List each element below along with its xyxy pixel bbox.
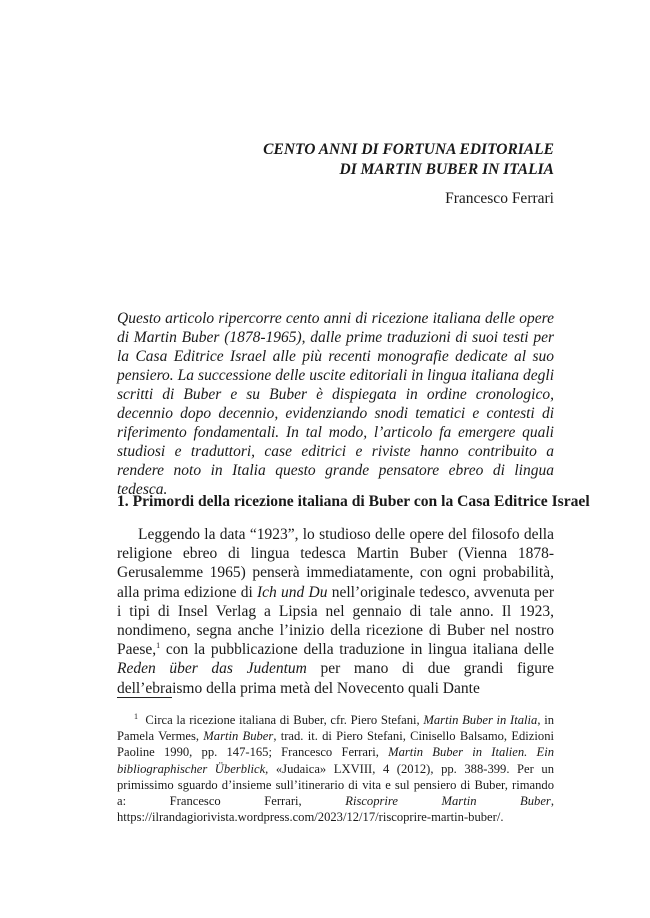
abstract: Questo articolo ripercorre cento anni di ricezione italiana delle opere di Martin Buber (1878-1965), dalle prime traduzioni di suoi testi per la Casa Editrice Israel alle più recenti monografie dedicate al suo pensiero. La successione delle uscite editoriali in lingua italiana degli scritti di Buber e su Buber è dispiegata in ordine cronologico, decennio dopo decennio, evidenziando snodi tematici e contesti di riferimento fondamentali. In tal modo, l’articolo fa emergere quali studiosi e traduttori, case editrici e riviste hanno contribuito a rendere noto in Italia questo grande pensatore ebreo di lingua tedesca. <box>117 310 554 498</box>
title-line-1: CENTO ANNI DI FORTUNA EDITORIALE <box>263 141 554 158</box>
footnote-text-run: , «Judaica» LXVIII, 4 (2012), pp. 388-399. Per un primissimo sguardo d’insieme sull’itinerario di vita e sul pensiero di Buber, rimando a: Francesco Ferrari, <box>117 761 554 809</box>
footnote-link-text[interactable]: , https://ilrandagiorivista.wordpress.com/2023/12/17/riscoprire-martin-buber/. <box>117 794 554 825</box>
footnote-text-run: , trad. it. di Piero Stefani, Cinisello Balsamo, Edizioni Paoline 1990, pp. 147-165; Francesco Ferrari, <box>117 729 554 760</box>
body-text-run: per mano di due grandi figure dell’ebraismo della prima metà del Novecento quali Dante <box>117 660 554 697</box>
body-italic-title: Reden über das Judentum <box>117 660 307 678</box>
body-paragraph <box>117 525 554 698</box>
article-title <box>263 140 554 180</box>
section-heading: 1. Primordi della ricezione italiana di Buber con la Casa Editrice Israel <box>117 493 590 510</box>
footnote <box>117 712 554 825</box>
footnote-reference[interactable]: 1 <box>156 641 161 651</box>
body-text-run: con la pubblicazione della traduzione in lingua italiana delle <box>160 641 554 659</box>
footnote-separator <box>117 697 172 698</box>
footnote-text-run: , in Pamela Vermes, <box>117 713 555 744</box>
title-line-2: DI MARTIN BUBER IN ITALIA <box>339 161 554 178</box>
body-italic-title: Ich und Du <box>257 583 328 601</box>
footnote-italic: Riscoprire Martin Buber <box>345 794 551 809</box>
author-name: Francesco Ferrari <box>445 190 554 207</box>
footnote-italic: Martin Buber in Italien. Ein bibliographischer Überblick <box>117 745 554 776</box>
body-text-run: nell’originale tedesco, avvenuta per i tipi di Insel Verlag a Lipsia nel gennaio di tale anno. Il 1923, nondimeno, segna anche l’inizio della ricezione di Buber nel nostro Paese, <box>117 583 554 659</box>
body-text-run: Leggendo la data “1923”, lo studioso delle opere del filosofo della religione ebreo di lingua tedesca Martin Buber (Vienna 1878-Gerusalemme 1965) penserà immediatamente, con ogni probabilità, alla prima edizione di <box>117 526 554 601</box>
footnote-italic: Martin Buber in Italia <box>423 713 538 727</box>
footnote-text-run: Circa la ricezione italiana di Buber, cfr. Piero Stefani, <box>145 713 424 727</box>
footnote-number: 1 <box>134 711 138 721</box>
footnote-italic: Martin Buber <box>203 729 274 744</box>
